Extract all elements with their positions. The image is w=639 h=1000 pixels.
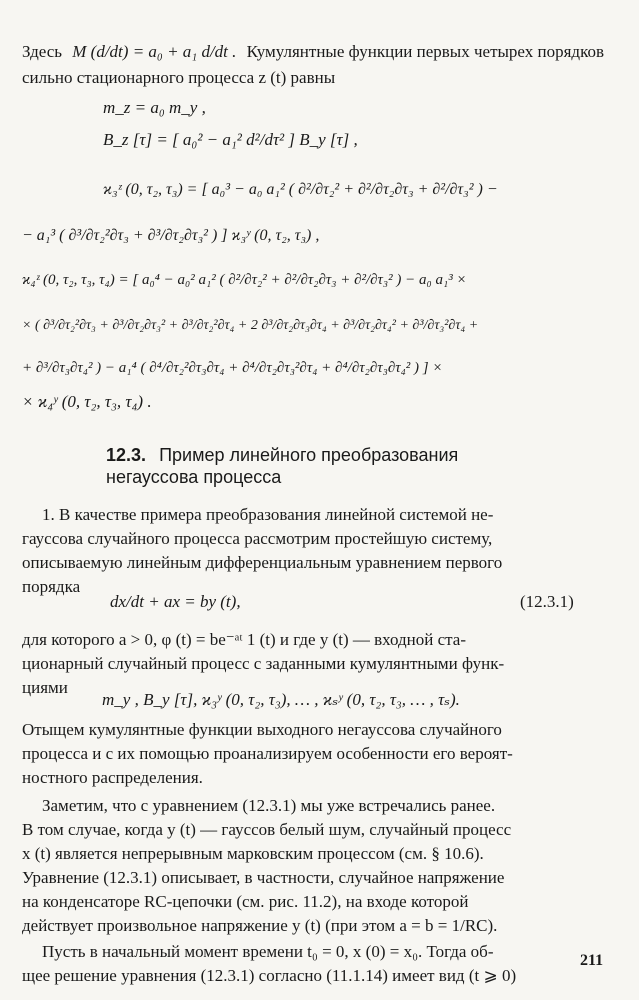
formula-cumulant-4d: × ϰ₄ʸ (0, τ₂, τ₃, τ₄) . xyxy=(22,392,152,411)
p2-line-3: циями xyxy=(22,678,68,697)
p2-line-2: ционарный случайный процесс с заданными кумулянтными функ- xyxy=(22,654,505,673)
p3-line-2: процесса и с их помощью проанализируем особенности его вероят- xyxy=(22,744,513,763)
formula-cumulant-4b: × ( ∂³/∂τ₂²∂τ₃ + ∂³/∂τ₂∂τ₃² + ∂³/∂τ₂²∂τ₄ + 2 ∂³/∂τ₂∂τ₃∂τ₄ + ∂³/∂τ₂∂τ₄² + ∂³/∂τ₃²∂τ₄ + xyxy=(22,318,479,333)
formula-cumulant-4a: ϰ₄ᶻ (0, τ₂, τ₃, τ₄) = [ a₀⁴ − a₀² a₁² ( ∂²/∂τ₂² + ∂²/∂τ₂∂τ₃ + ∂²/∂τ₃² ) − a₀ a₁³ × xyxy=(22,272,467,288)
p5-line-1: Пусть в начальный момент времени t₀ = 0, x (0) = x₀. Тогда об- xyxy=(42,942,494,961)
p4-line-6: действует произвольное напряжение y (t) (при этом a = b = 1/RC). xyxy=(22,916,498,935)
section-title-line-2: негауссова процесса xyxy=(106,467,282,487)
intro-prefix: Здесь xyxy=(22,42,63,61)
formula-cumulant-4c: + ∂³/∂τ₃∂τ₄² ) − a₁⁴ ( ∂⁴/∂τ₂²∂τ₃∂τ₄ + ∂⁴/∂τ₂∂τ₃²∂τ₄ + ∂⁴/∂τ₂∂τ₃∂τ₄² ) ] × xyxy=(22,360,443,376)
formula-cumulant-3b: − a₁³ ( ∂³/∂τ₂²∂τ₃ + ∂³/∂τ₂∂τ₃² ) ] ϰ₃ʸ (0, τ₂, τ₃) , xyxy=(22,227,320,244)
p4-line-4: Уравнение (12.3.1) описывает, в частности, случайное напряжение xyxy=(22,868,505,887)
equation-12-3-1: dx/dt + ax = by (t), xyxy=(110,592,241,611)
p3-line-3: ностного распределения. xyxy=(22,768,203,787)
section-heading xyxy=(106,444,458,466)
intro-text: Кумулянтные функции первых четырех порядков xyxy=(246,42,604,61)
p4-line-3: x (t) является непрерывным марковским процессом (см. § 10.6). xyxy=(22,844,484,863)
p5-line-2: щее решение уравнения (12.3.1) согласно (11.1.14) имеет вид (t ⩾ 0) xyxy=(22,966,517,985)
formula-mean: m_z = a₀ m_y , xyxy=(103,98,206,117)
section-title-line-1: Пример линейного преобразования xyxy=(159,445,459,465)
p1-line-1: 1. В качестве примера преобразования линейной системой не- xyxy=(42,505,494,524)
p3-line-1: Отыщем кумулянтные функции выходного негауссова случайного xyxy=(22,720,502,739)
p2-line-1: для которого a > 0, φ (t) = be⁻ᵃᵗ 1 (t) и где y (t) — входной ста- xyxy=(22,630,467,649)
cumulant-list: m_y , B_y [τ], ϰ₃ʸ (0, τ₂, τ₃), … , ϰₛʸ (0, τ₂, τ₃, … , τₛ). xyxy=(102,690,460,709)
operator-formula: M (d/dt) = a₀ + a₁ d/dt . xyxy=(72,42,237,61)
p4-line-1: Заметим, что с уравнением (12.3.1) мы уже встречались ранее. xyxy=(42,796,496,815)
p1-line-3: описываемую линейным дифференциальным уравнением первого xyxy=(22,553,503,572)
p4-line-5: на конденсаторе RC-цепочки (см. рис. 11.2), на входе которой xyxy=(22,892,469,911)
page-number: 211 xyxy=(580,952,604,969)
p4-line-2: В том случае, когда y (t) — гауссов белый шум, случайный процесс xyxy=(22,820,512,839)
formula-cumulant-3a: ϰ₃ᶻ (0, τ₂, τ₃) = [ a₀³ − a₀ a₁² ( ∂²/∂τ₂² + ∂²/∂τ₂∂τ₃ + ∂²/∂τ₃² ) − xyxy=(103,181,498,198)
section-number: 12.3. xyxy=(106,445,147,465)
formula-correlation: B_z [τ] = [ a₀² − a₁² d²/dτ² ] B_y [τ] , xyxy=(103,130,358,149)
p1-line-2: гауссова случайного процесса рассмотрим простейшую систему, xyxy=(22,529,493,548)
intro-line-1 xyxy=(22,42,604,62)
p1-line-4: порядка xyxy=(22,577,81,596)
equation-number: (12.3.1) xyxy=(520,592,574,611)
intro-line-2: сильно стационарного процесса z (t) равны xyxy=(22,68,336,87)
